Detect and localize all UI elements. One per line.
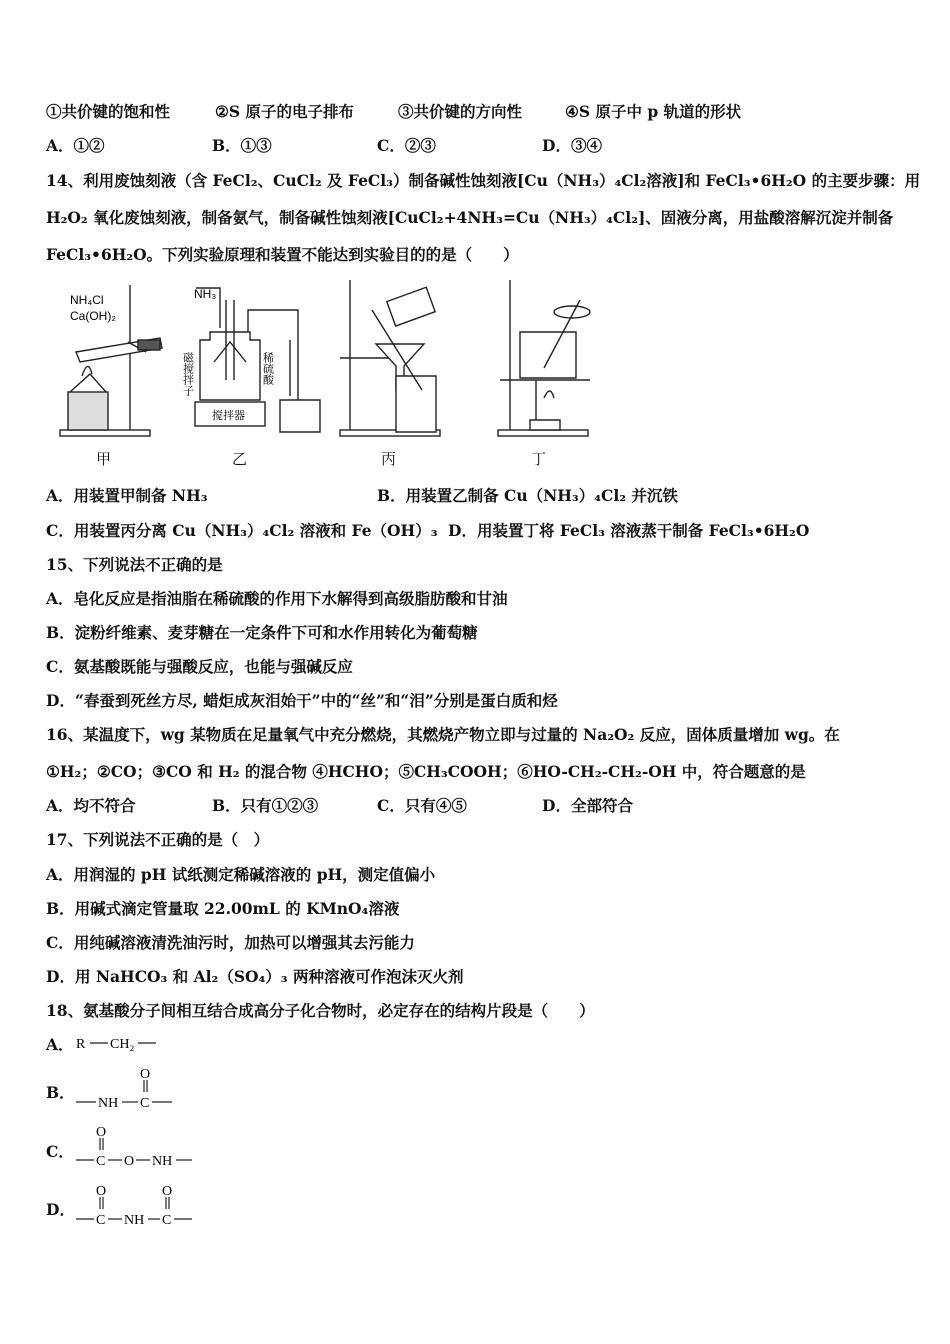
q16-option-b: B．只有①②③ xyxy=(212,796,319,815)
q13-option-d: D．③④ xyxy=(542,136,602,155)
q13-option-b: B．①③ xyxy=(212,136,272,155)
q13-item-1: ①共价键的饱和性 xyxy=(46,102,171,121)
q16-option-d: D．全部符合 xyxy=(542,796,633,815)
q15-option-a: A．皂化反应是指油脂在稀硫酸的作用下水解得到高级脂肪酸和甘油 xyxy=(46,589,508,608)
svg-text:O: O xyxy=(140,1067,151,1082)
svg-text:C: C xyxy=(96,1154,106,1169)
caption-ding: 丁 xyxy=(531,450,547,468)
q18-label-c: C． xyxy=(46,1142,74,1161)
q14-option-c: C．用装置丙分离 Cu（NH₃）₄Cl₂ 溶液和 Fe（OH）₃ xyxy=(46,521,438,540)
q18-structure-a xyxy=(70,1030,200,1060)
q15-stem: 15、下列说法不正确的是 xyxy=(46,555,223,574)
q15-option-c: C．氨基酸既能与强酸反应，也能与强碱反应 xyxy=(46,657,353,676)
yi-stirrer-label: 搅拌器 xyxy=(212,409,245,422)
q18-structure-d xyxy=(70,1181,210,1231)
yi-gas-label: NH₃ xyxy=(194,287,217,301)
yi-acid-label: 稀硫酸 xyxy=(261,352,275,385)
q18-structure-c xyxy=(70,1122,210,1172)
svg-text:O: O xyxy=(96,1184,107,1199)
q15-option-b: B．淀粉纤维素、麦芽糖在一定条件下可和水作用转化为葡萄糖 xyxy=(46,623,478,642)
q14-option-a: A．用装置甲制备 NH₃ xyxy=(46,486,208,505)
q14-option-b: B．用装置乙制备 Cu（NH₃）₄Cl₂ 并沉铁 xyxy=(377,486,678,505)
q13-option-a: A．①② xyxy=(46,136,105,155)
q17-option-d: D．用 NaHCO₃ 和 Al₂（SO₄）₃ 两种溶液可作泡沫灭火剂 xyxy=(46,967,464,986)
svg-text:O: O xyxy=(162,1184,173,1199)
svg-text:NH: NH xyxy=(98,1096,119,1111)
q16-stem-2: ①H₂；②CO；③CO 和 H₂ 的混合物 ④HCHO；⑤CH₃COOH；⑥HO-CH₂-CH₂-OH 中，符合题意的是 xyxy=(46,762,806,781)
q13-item-3: ③共价键的方向性 xyxy=(398,102,523,121)
svg-text:C: C xyxy=(162,1213,172,1228)
svg-text:CH₂: CH₂ xyxy=(110,1037,135,1052)
caption-yi: 乙 xyxy=(232,450,248,468)
q13-item-2: ②S 原子的电子排布 xyxy=(215,102,354,121)
q14-stem-3: FeCl₃•6H₂O。下列实验原理和装置不能达到实验目的的是（ ） xyxy=(46,245,519,264)
jia-reagent-1: NH₄Cl xyxy=(70,293,104,307)
q18-label-a: A． xyxy=(46,1035,74,1054)
q16-stem-1: 16、某温度下，wg 某物质在足量氧气中充分燃烧，其燃烧产物立即与过量的 Na₂O₂ 反应，固体质量增加 wg。在 xyxy=(46,725,840,744)
yi-stirbar-label: 磁搅拌子 xyxy=(181,352,195,396)
q18-label-d: D． xyxy=(46,1200,75,1219)
q17-stem: 17、下列说法不正确的是（ ） xyxy=(46,830,270,849)
q14-stem-1: 14、利用废蚀刻液（含 FeCl₂、CuCl₂ 及 FeCl₃）制备碱性蚀刻液[Cu（NH₃）₄Cl₂溶液]和 FeCl₃•6H₂O 的主要步骤：用 xyxy=(46,171,921,190)
q16-option-a: A．均不符合 xyxy=(46,796,136,815)
q18-structure-b xyxy=(70,1064,200,1114)
q17-option-c: C．用纯碱溶液清洗油污时，加热可以增强其去污能力 xyxy=(46,933,415,952)
svg-text:C: C xyxy=(140,1096,150,1111)
q14-apparatus-figure xyxy=(50,280,610,442)
svg-text:NH: NH xyxy=(152,1154,173,1169)
q17-option-a: A．用润湿的 pH 试纸测定稀碱溶液的 pH，测定值偏小 xyxy=(46,865,436,884)
q16-option-c: C．只有④⑤ xyxy=(377,796,467,815)
q17-option-b: B．用碱式滴定管量取 22.00mL 的 KMnO₄溶液 xyxy=(46,899,400,918)
caption-bing: 丙 xyxy=(381,450,397,468)
q13-option-c: C．②③ xyxy=(377,136,436,155)
q14-option-d: D．用装置丁将 FeCl₃ 溶液蒸干制备 FeCl₃•6H₂O xyxy=(448,521,810,540)
svg-text:O: O xyxy=(96,1125,107,1140)
q15-option-d: D．“春蚕到死丝方尽, 蜡炬成灰泪始干”中的“丝”和“泪”分别是蛋白质和烃 xyxy=(46,691,558,710)
caption-jia: 甲 xyxy=(96,450,112,468)
q18-label-b: B． xyxy=(46,1083,75,1102)
q13-item-4: ④S 原子中 p 轨道的形状 xyxy=(565,102,742,121)
jia-reagent-2: Ca(OH)₂ xyxy=(70,309,116,323)
svg-text:NH: NH xyxy=(124,1213,145,1228)
svg-text:O: O xyxy=(124,1154,135,1169)
q14-stem-2: H₂O₂ 氧化废蚀刻液，制备氨气，制备碱性蚀刻液[CuCl₂+4NH₃=Cu（NH₃）₄Cl₂]、固液分离，用盐酸溶解沉淀并制备 xyxy=(46,208,894,227)
q18-stem: 18、氨基酸分子间相互结合成高分子化合物时，必定存在的结构片段是（ ） xyxy=(46,1001,595,1020)
svg-text:R: R xyxy=(76,1037,86,1052)
svg-text:C: C xyxy=(96,1213,106,1228)
